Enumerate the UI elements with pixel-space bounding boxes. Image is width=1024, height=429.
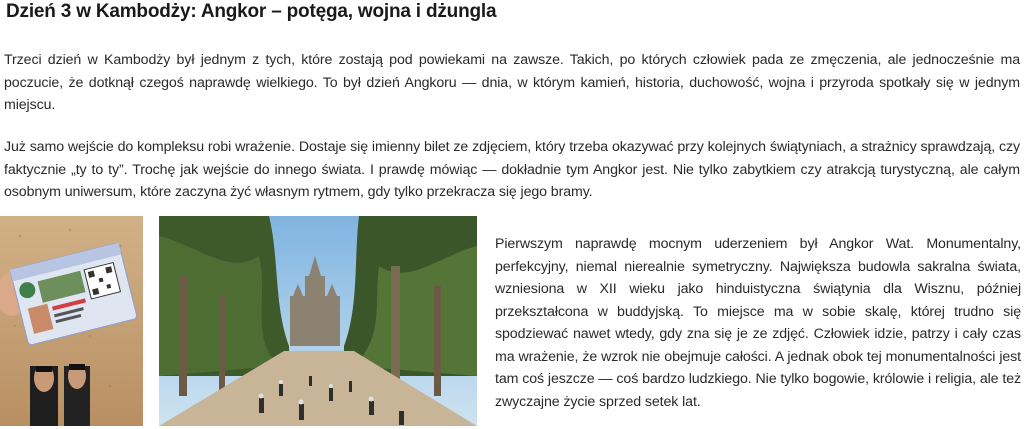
temple-photo bbox=[159, 216, 477, 426]
paragraph-angkor-wat: Pierwszym naprawdę mocnym uderzeniem był Angkor Wat. Monumentalny, perfekcyjny, niemal nierealnie symetryczny. Największa budowla sakralna świata, wzniesiona w XII wieku jako hinduistyczna świątynia dla Wisznu, później przekształcona w buddyjską. To miejsce ma w sobie skalę, której trudno się spodziewać nawet wtedy, gdy zna się je ze zdjęć. Człowiek idzie, patrzy i cały czas ma wrażenie, że wzrok nie obejmuje całości. A jednak obok tej monumentalności jest tam coś jeszcze — coś bardzo ludzkiego. Nie tylko bogowie, królowie i religia, ale też zwyczajne życie sprzed setek lat. bbox=[495, 236, 1021, 410]
article-title: Dzień 3 w Kambodży: Angkor – potęga, wojna i dżungla bbox=[6, 1, 497, 22]
paragraph-intro: Trzeci dzień w Kambodży był jednym z tych, które zostają pod powiekami na zawsze. Takich, po których człowiek pada ze zmęczenia, ale jednocześnie ma poczucie, że dotknął czegoś naprawdę wielkiego. To był dzień Angkoru — dnia, w którym kamień, historia, duchowość, wojna i przyroda spotkały się w jednym miejscu. bbox=[4, 52, 1020, 113]
ticket-photo bbox=[0, 216, 143, 426]
paragraph-entrance: Już samo wejście do kompleksu robi wrażenie. Dostaje się imienny bilet ze zdjęciem, który trzeba okazywać przy kolejnych świątyniach, a strażnicy sprawdzają, czy faktycznie „ty to ty”. Trochę jak wejście do innego świata. I prawdę mówiąc — dokładnie tym Angkor jest. Nie tylko zabytkiem czy atrakcją turystyczną, ale całym osobnym uniwersum, które zaczyna żyć własnym rytmem, gdy tylko przekracza się jego bramy. bbox=[4, 139, 1020, 200]
